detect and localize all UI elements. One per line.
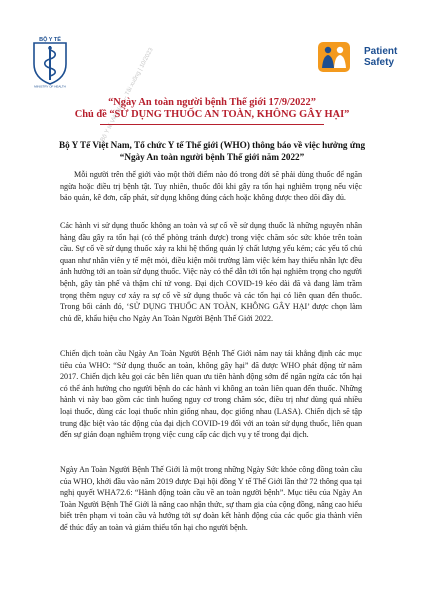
staff-icon	[49, 46, 51, 80]
body-paragraph-4: Ngày An Toàn Người Bệnh Thế Giới là một trong những Ngày Sức khỏe công đồng toàn cầu của WHO, khởi đầu vào năm 2019 được Đại hội đồng Y tế Thế Giới lần thứ 72 thông qua tại nghị quyết WHA72.6: “Hành động toàn cầu về an toàn người bệnh”. Mục tiêu của Ngày An Toàn Người Bệnh Thế Giới là nâng cao nhận thức, sự tham gia của cộng đồng, nâng cao hiểu biết trên phạm vi toàn cầu và hướng tới sự đoàn kết hành động của các quốc gia thành viên để thúc đẩy an toàn và giảm thiểu tổn hại cho người bệnh.	[60, 465, 362, 532]
ministry-logo-caption: MINISTRY OF HEALTH	[34, 84, 66, 88]
body-paragraph-2: Các hành vi sử dụng thuốc không an toàn và sự cố về sử dụng thuốc là những nguyên nhân hàng đầu gây ra tổn hại (có thể phòng tránh được) trong việc chăm sóc sức khỏe trên toàn cầu. Sự cố về sử dụng thuốc xảy ra khi hệ thống quản lý chất lượng yếu kém; các yếu tố chủ quan như nhân viên y tế mệt mỏi, điều kiện môi trường làm việc kém hay thiếu nhân lực đều ảnh hưởng tới an toàn sử dụng thuốc. Việc này có thể dẫn tới tổn hại nghiêm trọng cho người bệnh, gây tàn phế và thậm chí tử vong. Đại dịch COVID-19 kéo dài đã và đang làm trầm trọng thêm nguy cơ xảy ra sự cố về sử dụng thuốc và các tổn hại có liên quan đến thuốc. Trong bối cảnh đó, ‘SỬ DỤNG THUỐC AN TOÀN, KHÔNG GÂY HẠI’ được chọn làm chủ đề, khẩu hiệu cho Ngày An Toàn Người Bệnh Thế Giới 2022.	[60, 221, 362, 323]
event-title: “Ngày An toàn người bệnh Thế giới 17/9/2022”	[108, 97, 316, 108]
title-divider	[100, 124, 324, 125]
announcement-line-1: Bộ Y Tế Việt Nam, Tổ chức Y tế Thế giới (WHO) thông báo về việc hưởng ứng	[58, 140, 366, 150]
announcement-line-2: “Ngày An toàn người bệnh Thế giới năm 2022”	[119, 152, 305, 162]
watermark: Bộ Y tế Việt Nam – Tải xuống | 10/2023	[100, 47, 155, 143]
patient-safety-word-2: Safety	[364, 57, 395, 68]
ministry-of-health-logo	[28, 34, 72, 88]
body-paragraph-3: Chiến dịch toàn cầu Ngày An Toàn Người Bệnh Thế Giới năm nay tái khẳng định các mục tiêu của WHO: “Sử dụng thuốc an toàn, không gây hại” đã được WHO phát động từ năm 2017. Chiến dịch kêu gọi các bên liên quan ưu tiên hành động sớm để ngăn ngừa các tổn hại có thể ảnh hưởng cho người bệnh do các hành vi không an toàn liên quan đến thuốc. Những hành vi này bao gồm các tình huống nguy cơ trong chăm sóc, điều trị như dùng quá nhiều loại thuốc, dùng các loại thuốc nhìn giống nhau, đọc giống nhau (LASA). Chiến dịch sẽ tập trung đặc biệt vào tác động của đại dịch COVID-19 đối với an toàn sử dụng thuốc, liên quan đến sự gián đoạn nghiêm trọng việc cung cấp các dịch vụ y tế trong đại dịch.	[60, 349, 362, 440]
patient-safety-word-1: Patient	[364, 46, 398, 57]
event-theme: Chủ đề “SỬ DỤNG THUỐC AN TOÀN, KHÔNG GÂY HẠI”	[74, 109, 350, 120]
person-icon	[337, 47, 343, 53]
ministry-logo-label: BỘ Y TẾ	[39, 37, 61, 43]
person-icon	[325, 47, 331, 53]
body-paragraph-1: Mỗi người trên thế giới vào một thời điểm nào đó trong đời sẽ phải dùng thuốc để ngăn ngừa hoặc điều trị bệnh tật. Tuy nhiên, thuốc đôi khi gây ra tổn hại nghiêm trọng nếu việc bảo quản, kê đơn, cấp phát, sử dụng không đúng cách hoặc không được theo dõi đầy đủ.	[60, 170, 362, 203]
